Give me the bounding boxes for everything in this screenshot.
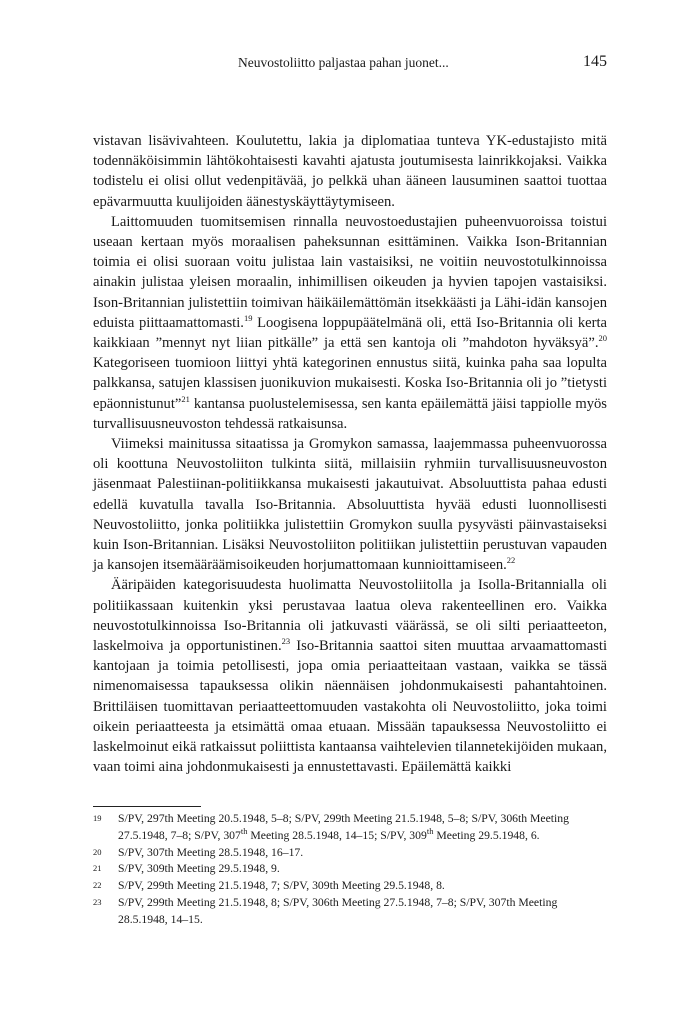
footnote-text: S/PV, 299th Meeting 21.5.1948, 7; S/PV, 309th Meeting 29.5.1948, 8. [118,879,445,893]
page-number: 145 [583,53,607,70]
paragraph-2-text-b: Loogisena loppupäätelmänä oli, että Iso-Britannia oli kerta kaikkiaan ”mennyt nyt liian pitkälle” ja että sen kantoja oli ”mahdoton hyväksyä”. [93,314,607,352]
footnote-20 [93,845,607,862]
paragraph-4-text-b: Iso-Britannia saattoi siten muuttaa arvaamattomasti kantojaan ja toimia petollisesti, jopa omia periaatteitaan vastaan, vaikka se tässä nimenomaisessa tapauksessa olikin näennäisen johdonmukaisesti pahantahtoinen. Brittiläisen tuomittavan periaatteettomuuden vastakohta oli Neuvostoliitto, joka toimi oikein periaatteesta ja etsimättä omaa etuaan. Missään tapauksessa Neuvostoliitto ei laskelmoinut eikä ratkaissut poliittista kantaansa vaihtelevien tilannetekijöiden mukaan, vaan toimi aina johdonmukaisesti ja ennustettavasti. Epäilemättä kaikki [93,638,607,776]
footnote-ref-21: 21 [181,393,190,404]
paragraph-4-text-a: Ääripäiden kategorisuudesta huolimatta Neuvostoliitolla ja Isolla-Britannialla oli politiikassaan kuitenkin yksi perustavaa laatua oleva rakenteellinen ero. Vaikka neuvostotulkinnoissa Iso-Britannia oli jatkuvasti väärässä, se oli silti periaatteeton, laskelmoiva ja opportunistinen. [93,577,607,655]
footnote-number: 20 [93,846,102,857]
footnote-number: 22 [93,880,102,891]
paragraph-2-text-d: kantansa puolustelemisessa, sen kanta epäilemättä jäisi tappiolle myös turvallisuusneuvoston tehdessä ratkaisunsa. [93,395,607,432]
page-header [93,53,607,75]
footnote-text: S/PV, 309th Meeting 29.5.1948, 9. [118,862,280,876]
body-text [93,131,607,778]
paragraph-1 [93,131,607,212]
footnote-ref-20: 20 [598,333,607,344]
paragraph-2-text-c: Kategoriseen tuomioon liittyi yhtä kategorinen ennustus siitä, kuinka paha saa lopulta palkkansa, satujen klassisen juonikuvion mukaisesti. Koska Iso-Britannia oli jo ”tietysti epäonnistunut” [93,355,607,412]
footnote-number: 21 [93,863,102,874]
paragraph-3-text: Viimeksi mainitussa sitaatissa ja Gromykon samassa, laajemmassa puheenvuorossa oli koottuna Neuvostoliiton tulkinta siitä, millaisiin ryhmiin turvallisuusneuvoston jäsenmaat Palestiinan-politiikkansa mukaisesti jakautuivat. Absoluuttista pahaa edusti edellä kuvatulla tavalla Iso-Britannia. Absoluuttista hyvää edusti luonnollisesti Neuvostoliitto, jonka politiikka julistettiin Gromykon suulla pysyvästi päinvastaiseksi kuin Ison-Britannian. Lisäksi Neuvostoliiton politiikan julistettiin perustuvan vapauden ja kansojen itsemääräämisoikeuden horjumattomaan kunnioittamiseen. [93,436,607,574]
paragraph-2 [93,212,607,434]
paragraph-2-text-a: Laittomuuden tuomitsemisen rinnalla neuvostoedustajien puheenvuoroissa toistui useaan kertaan myös moraalisen paheksunnan esittäminen. Vaikka Ison-Britannian toimia ei olisi suoraan voitu julistaa lain vastaisiksi, ne voitiin neuvostotulkinnoissa ainakin julistaa yleisen moraalin, inhimillisen oikeuden ja hyvien tapojen vastaisiksi. Ison-Britannian julistettiin toimivan häikäilemättömän itsekkäästi ja Lähi-idän kansojen eduista piittaamattomasti. [93,213,607,331]
footnote-23 [93,895,607,929]
footnote-19 [93,811,607,845]
footnote-number: 23 [93,896,102,907]
footnote-divider [93,806,201,807]
footnote-21 [93,861,607,878]
paragraph-4 [93,575,607,777]
footnote-ref-19: 19 [243,312,253,323]
paragraph-1-text: vistavan lisävivahteen. Koulutettu, lakia ja diplomatiaa tunteva YK-edustajisto mitä todennäköisimmin lähtökohtaisesti kavahti ajatusta joutumisesta lainrikkojaksi. Vaikka todistelu ei olisi ollut vedenpitävää, jo pelkkä uhan ääneen lausuminen saattoi tuottaa epävarmuutta kuulijoiden äänestyskäyttäytymiseen. [93,133,607,210]
footnote-text: S/PV, 307th Meeting 28.5.1948, 16–17. [118,845,304,859]
footnote-text: S/PV, 297th Meeting 20.5.1948, 5–8; S/PV, 299th Meeting 21.5.1948, 5–8; S/PV, 306th Meeting 27.5.1948, 7–8; S/PV, 307th Meeting 28.5.1948, 14–15; S/PV, 309th Meeting 29.5.1948, 6. [118,812,569,842]
running-title: Neuvostoliitto paljastaa pahan juonet... [238,55,449,70]
paragraph-3 [93,434,607,575]
footnote-22 [93,878,607,895]
footnotes [93,811,607,929]
footnote-ref-23: 23 [281,636,291,647]
footnote-ref-22: 22 [506,555,516,566]
footnote-number: 19 [93,813,102,823]
footnote-text: S/PV, 299th Meeting 21.5.1948, 8; S/PV, 306th Meeting 27.5.1948, 7–8; S/PV, 307th Meeting 28.5.1948, 14–15. [118,895,558,926]
